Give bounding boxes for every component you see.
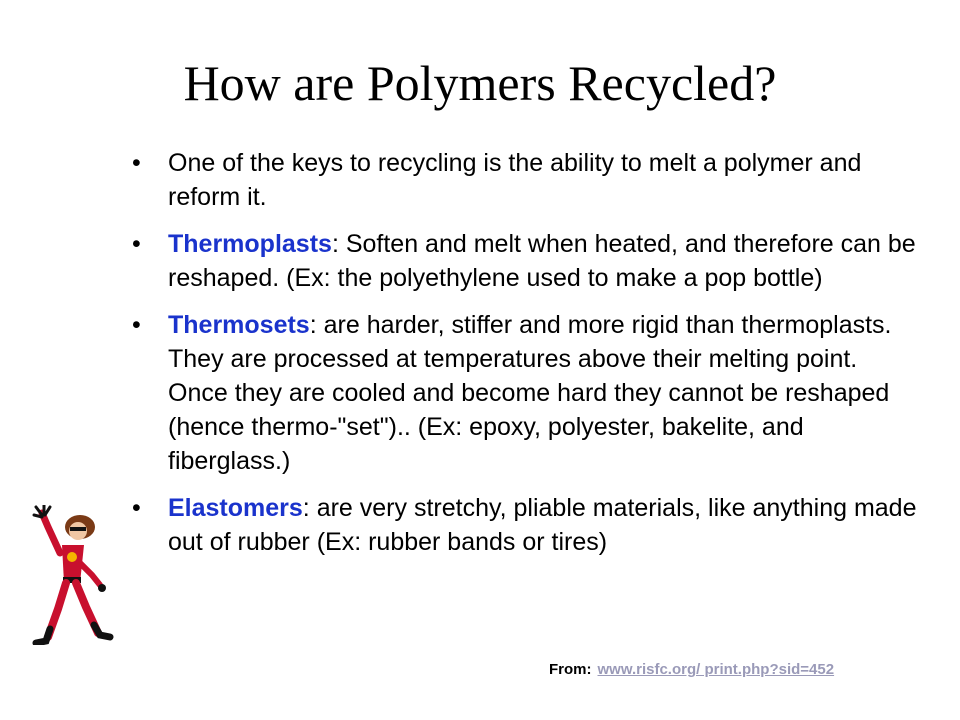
bullet-list <box>130 146 920 572</box>
bullet-dot: • <box>132 149 141 177</box>
bullet-text: One of the keys to recycling is the ability to melt a polymer and reform it. <box>168 149 862 211</box>
bullet-dot: • <box>132 230 141 258</box>
superhero-figure-illustration <box>14 505 124 645</box>
source-label: From: <box>549 661 592 678</box>
bullet-term: Elastomers <box>168 494 303 522</box>
source-link[interactable]: www.risfc.org/ print.php?sid=452 <box>597 661 835 678</box>
source-citation <box>549 661 834 678</box>
bullet-text: : are very stretchy, pliable materials, like anything made out of rubber (Ex: rubber bands or tires) <box>168 494 917 556</box>
bullet-dot: • <box>132 311 141 339</box>
bullet-text: : Soften and melt when heated, and therefore can be reshaped. (Ex: the polyethylene used to make a pop bottle) <box>168 230 916 292</box>
bullet-dot: • <box>132 494 141 522</box>
slide-title: How are Polymers Recycled? <box>183 55 777 111</box>
bullet-term: Thermosets <box>168 311 310 339</box>
bullet-item <box>130 146 920 214</box>
bullet-item <box>130 308 920 478</box>
bullet-term: Thermoplasts <box>168 230 332 258</box>
bullet-item <box>130 491 920 559</box>
bullet-item <box>130 227 920 295</box>
bullet-text: : are harder, stiffer and more rigid than thermoplasts. They are processed at temperatures above their melting point. Once they are cooled and become hard they cannot be reshaped (hence thermo-"set").. (Ex: epoxy, polyester, bakelite, and fiberglass.) <box>168 311 892 475</box>
